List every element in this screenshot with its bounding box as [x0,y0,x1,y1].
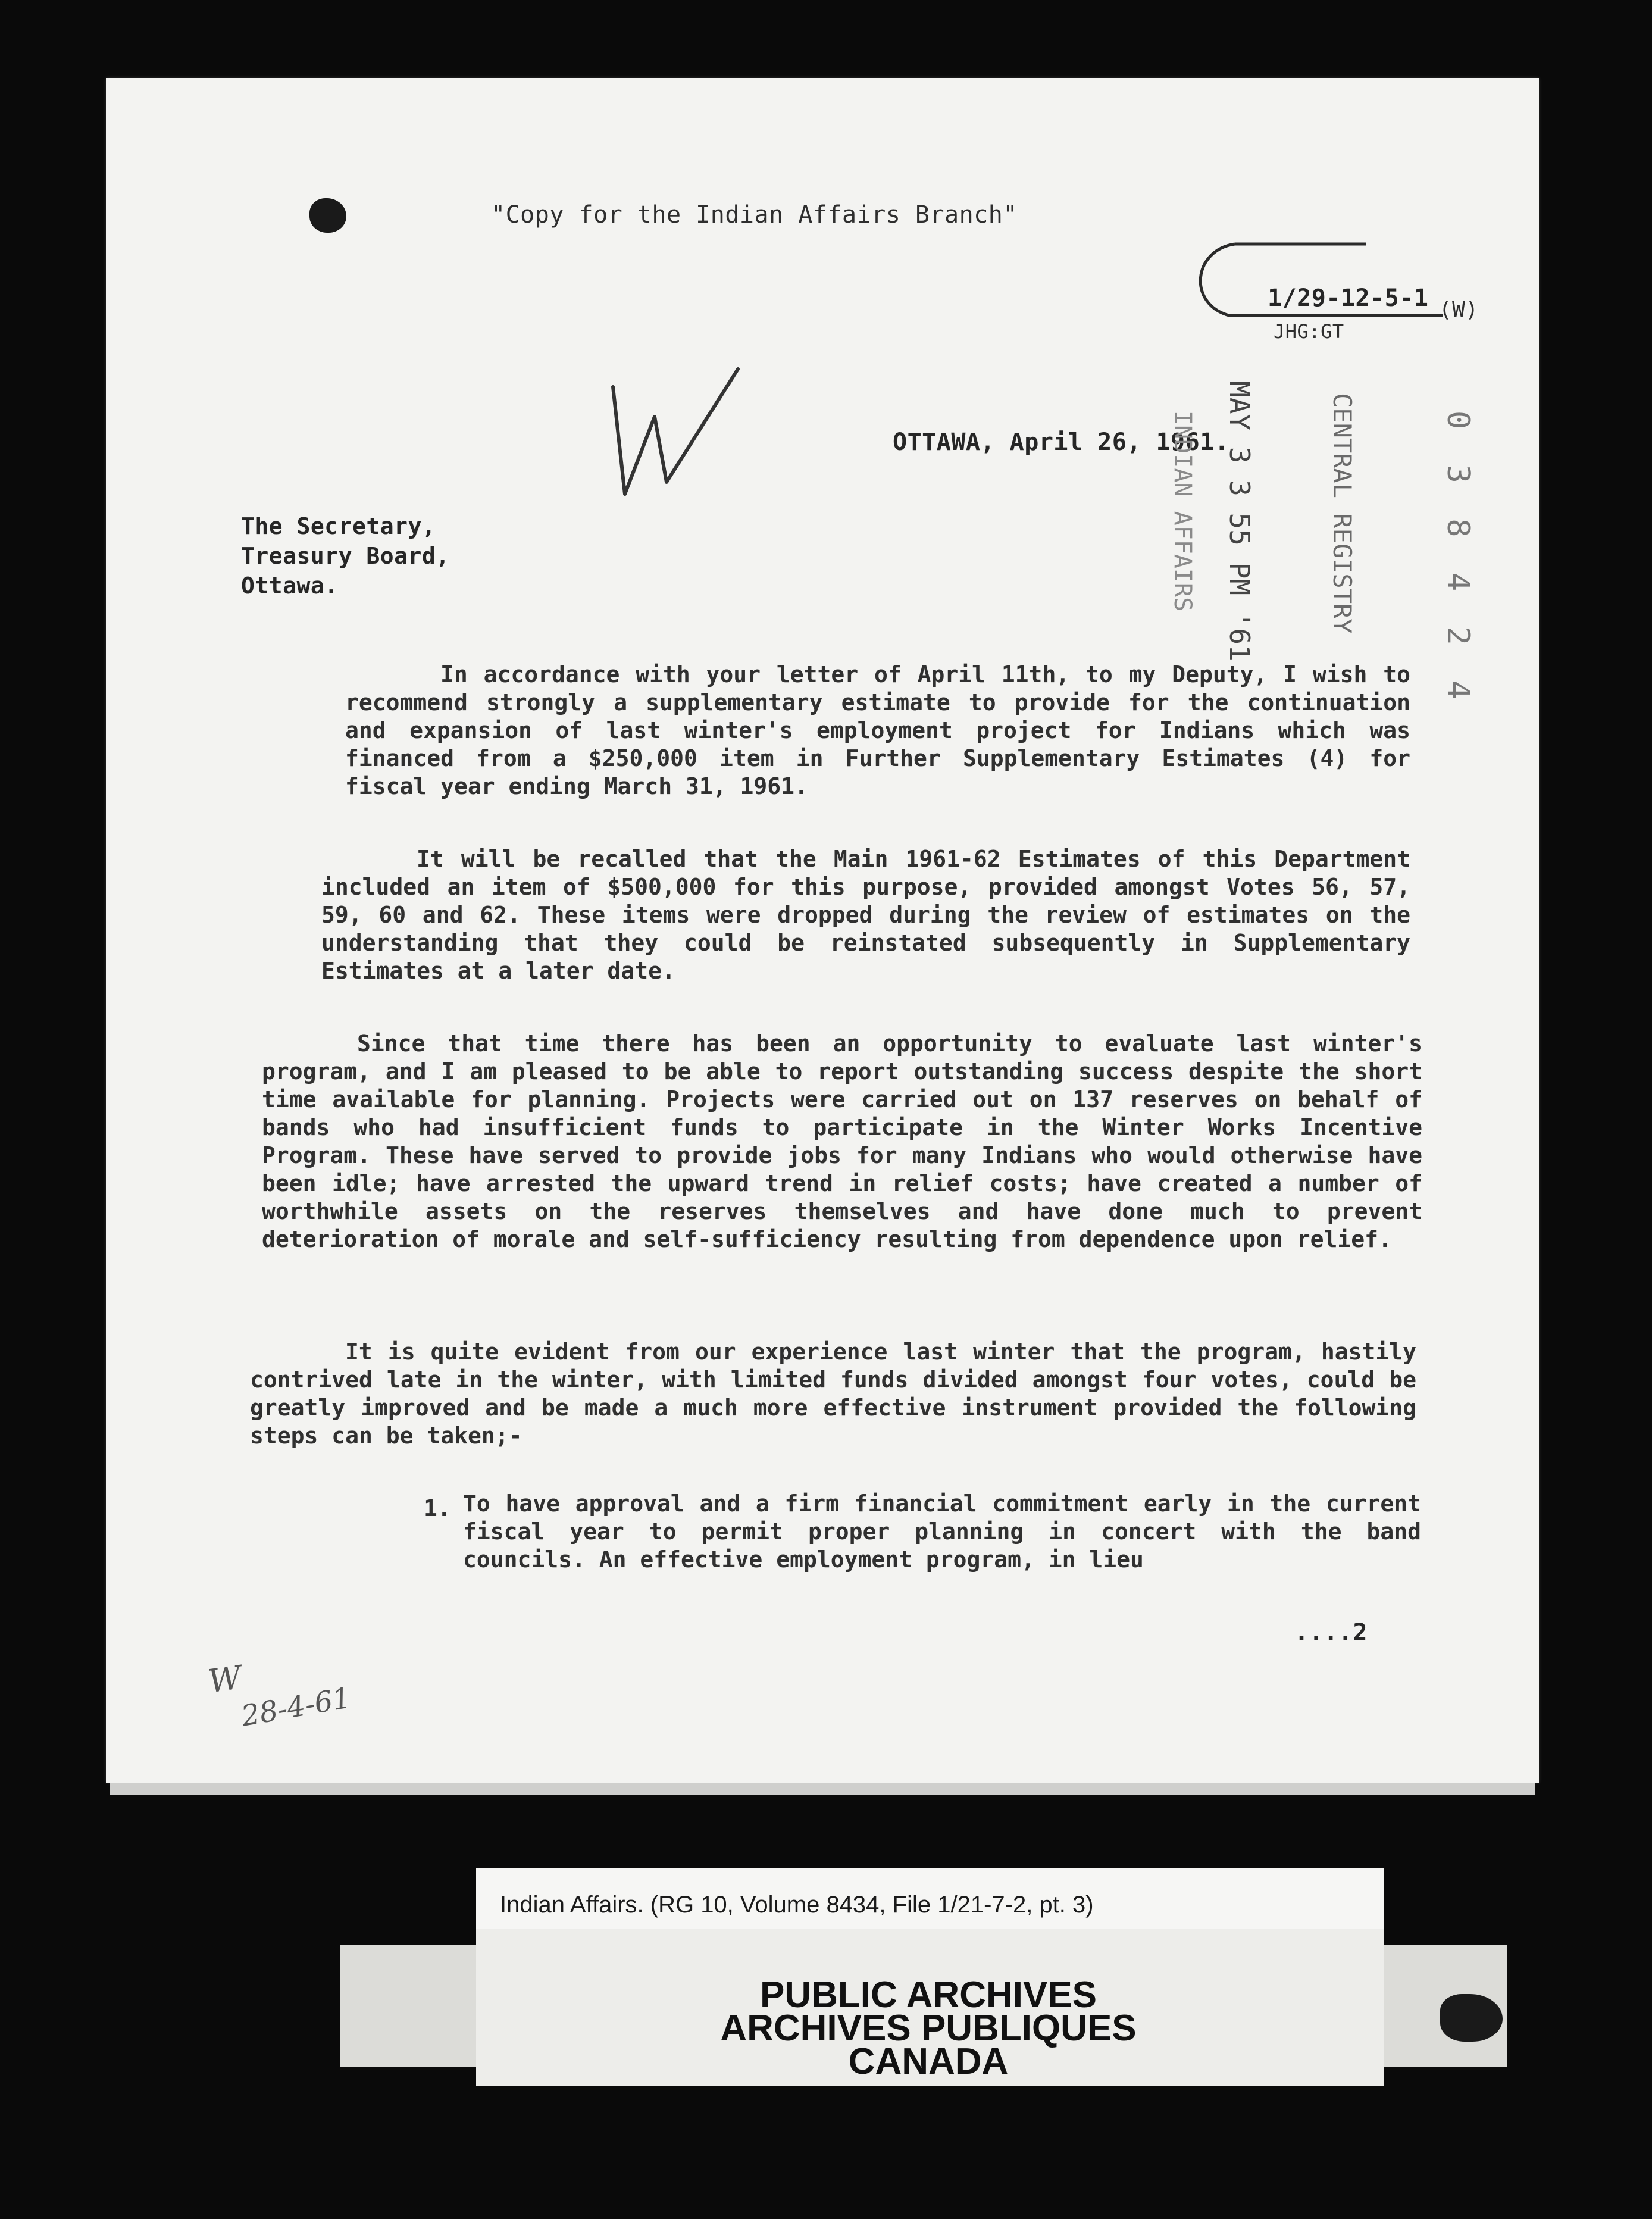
paragraph-2 [321,845,1410,985]
file-suffix: (W) [1439,298,1479,322]
file-number: 1/29-12-5-1 [1268,285,1429,312]
stamp-registry: CENTRAL REGISTRY [1328,393,1357,634]
paragraph-1-text: In accordance with your letter of April 11th, to my Deputy, I wish to recommend strongly a supplementary estimate to provide for the continuation and expansion of last winter's employment project for Indians which was financed from a $250,000 item in Further Supplementary Estimates (4) for fiscal year ending March 31, 1961. [345,661,1410,799]
archive-line-3: CANADA [848,2041,1009,2082]
paragraph-4-text: It is quite evident from our experience last winter that the program, hastily contrived late in the winter, with limited funds divided amongst four votes, could be greatly improved and be made a much more effective instrument provided the following steps can be taken;- [250,1339,1416,1449]
archive-stamp-text [595,1974,1262,2082]
paragraph-1 [345,661,1410,801]
paragraph-4 [250,1338,1416,1450]
handwritten-w-mark [601,363,744,500]
list-item-text: To have approval and a firm financial commitment early in the current fiscal year to permit proper planning in concert with the band councils. An effective employment program, in lieu [463,1490,1421,1573]
list-item-number: 1. [424,1495,451,1521]
archive-line-1: PUBLIC ARCHIVES [759,1974,1097,2015]
paragraph-3-text: Since that time there has been an opportunity to evaluate last winter's program, and I am pleased to be able to report outstanding success despite the short time available for planning. Projects were carried out on 137 reserves on behalf of bands who had insufficient funds to participate in the Winter Works Incentive Program. These have served to provide jobs for many Indians who would otherwise have been idle; have arrested the upward trend in relief costs; have created a number of worthwhile assets on the reserves themselves and have done much to prevent deterioration of morale and self-sufficiency resulting from dependence upon relief. [262,1030,1422,1252]
citation-text: Indian Affairs. (RG 10, Volume 8434, File 1/21-7-2, pt. 3) [500,1892,1094,1918]
margin-note-initial: W [205,1658,244,1701]
typist-initials: JHG:GT [1274,320,1344,343]
addressee-line3: Ottawa. [241,573,339,599]
punch-hole-mark [309,198,346,233]
margin-note-date: 28-4-61 [239,1681,353,1733]
page-edge [110,1783,1535,1795]
stamp-branch: INDIAN AFFAIRS [1169,411,1196,612]
stamp-received-date: MAY 3 3 55 PM '61 [1224,381,1256,661]
paragraph-3 [262,1030,1422,1254]
place-date: OTTAWA, April 26, 1961. [893,429,1229,456]
stamp-document-number: 0 3 8 4 2 4 [1440,411,1476,708]
archive-tab-ink-blot [1440,1994,1503,2042]
copy-note: "Copy for the Indian Affairs Branch" [491,201,1018,229]
addressee-line2: Treasury Board, [241,543,450,569]
paragraph-2-text: It will be recalled that the Main 1961-62 Estimates of this Department included an item of $500,000 for this purpose, provided amongst Votes 56, 57, 59, 60 and 62. These items were dropped during the review of estimates on the understanding that they could be reinstated subsequently in Supplementary Estimates at a later date. [321,846,1410,984]
archive-line-2: ARCHIVES PUBLIQUES [720,2008,1137,2049]
continuation-marker: ....2 [1294,1619,1368,1646]
addressee-line1: The Secretary, [241,513,436,539]
